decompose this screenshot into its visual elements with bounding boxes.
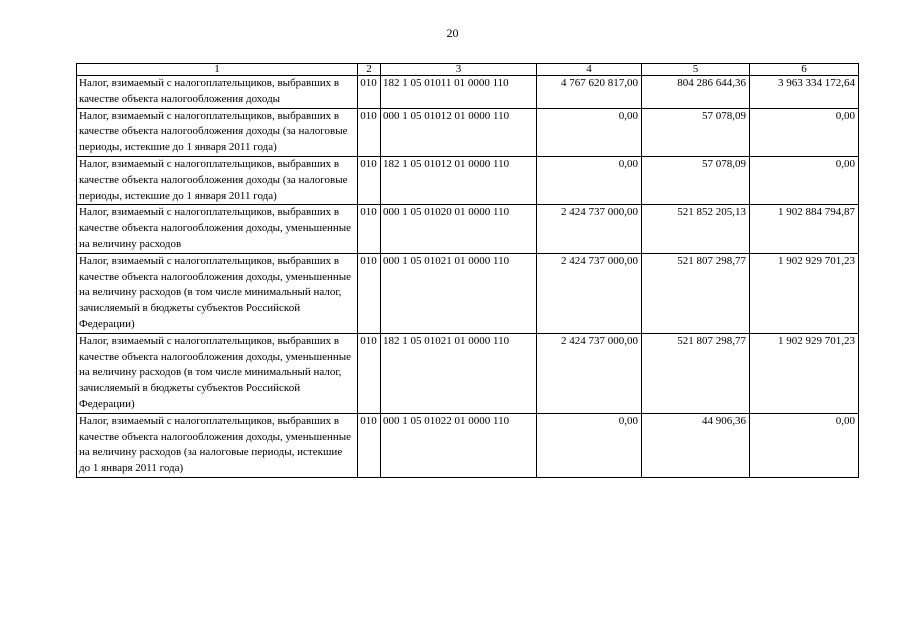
table-row: [77, 156, 859, 204]
income-name-cell: Налог, взимаемый с налогоплательщиков, выбравших в качестве объекта налогообложения доходы, уменьшенные на величину расходов (в том числе минимальный налог, зачисляемый в бюджеты субъектов Российской Федерации): [77, 333, 358, 413]
table-row: [77, 253, 859, 333]
income-name-cell: Налог, взимаемый с налогоплательщиков, выбравших в качестве объекта налогообложения доходы: [77, 76, 358, 109]
column-header: 1: [77, 64, 358, 76]
approved-amount-cell: 4 767 620 817,00: [537, 76, 642, 109]
executed-amount-cell: 521 852 205,13: [642, 205, 750, 253]
approved-amount-cell: 0,00: [537, 156, 642, 204]
remaining-amount-cell: 0,00: [750, 108, 859, 156]
approved-amount-cell: 0,00: [537, 108, 642, 156]
classification-code-cell: 182 1 05 01021 01 0000 110: [381, 333, 537, 413]
classification-code-cell: 000 1 05 01022 01 0000 110: [381, 413, 537, 477]
column-header: 5: [642, 64, 750, 76]
approved-amount-cell: 2 424 737 000,00: [537, 333, 642, 413]
table-row: [77, 205, 859, 253]
remaining-amount-cell: 1 902 884 794,87: [750, 205, 859, 253]
executed-amount-cell: 521 807 298,77: [642, 253, 750, 333]
income-table: [76, 63, 859, 478]
line-code-cell: 010: [358, 156, 381, 204]
page-number: 20: [446, 26, 459, 40]
header-row: [77, 64, 859, 76]
approved-amount-cell: 2 424 737 000,00: [537, 205, 642, 253]
income-name-cell: Налог, взимаемый с налогоплательщиков, выбравших в качестве объекта налогообложения доходы (за налоговые периоды, истекшие до 1 января 2011 года): [77, 156, 358, 204]
line-code-cell: 010: [358, 253, 381, 333]
classification-code-cell: 000 1 05 01020 01 0000 110: [381, 205, 537, 253]
classification-code-cell: 000 1 05 01012 01 0000 110: [381, 108, 537, 156]
remaining-amount-cell: 1 902 929 701,23: [750, 333, 859, 413]
line-code-cell: 010: [358, 76, 381, 109]
classification-code-cell: 000 1 05 01021 01 0000 110: [381, 253, 537, 333]
approved-amount-cell: 0,00: [537, 413, 642, 477]
table-row: [77, 413, 859, 477]
remaining-amount-cell: 0,00: [750, 413, 859, 477]
classification-code-cell: 182 1 05 01011 01 0000 110: [381, 76, 537, 109]
table-row: [77, 333, 859, 413]
column-header: 6: [750, 64, 859, 76]
remaining-amount-cell: 3 963 334 172,64: [750, 76, 859, 109]
approved-amount-cell: 2 424 737 000,00: [537, 253, 642, 333]
column-header: 2: [358, 64, 381, 76]
executed-amount-cell: 57 078,09: [642, 156, 750, 204]
remaining-amount-cell: 0,00: [750, 156, 859, 204]
column-header: 4: [537, 64, 642, 76]
classification-code-cell: 182 1 05 01012 01 0000 110: [381, 156, 537, 204]
executed-amount-cell: 57 078,09: [642, 108, 750, 156]
table-row: [77, 76, 859, 109]
income-name-cell: Налог, взимаемый с налогоплательщиков, выбравших в качестве объекта налогообложения доходы, уменьшенные на величину расходов (в том числе минимальный налог, зачисляемый в бюджеты субъектов Российской Федерации): [77, 253, 358, 333]
remaining-amount-cell: 1 902 929 701,23: [750, 253, 859, 333]
line-code-cell: 010: [358, 413, 381, 477]
line-code-cell: 010: [358, 108, 381, 156]
executed-amount-cell: 44 906,36: [642, 413, 750, 477]
income-name-cell: Налог, взимаемый с налогоплательщиков, выбравших в качестве объекта налогообложения доходы, уменьшенные на величину расходов (за налоговые периоды, истекшие до 1 января 2011 года): [77, 413, 358, 477]
column-header: 3: [381, 64, 537, 76]
line-code-cell: 010: [358, 333, 381, 413]
executed-amount-cell: 521 807 298,77: [642, 333, 750, 413]
line-code-cell: 010: [358, 205, 381, 253]
income-name-cell: Налог, взимаемый с налогоплательщиков, выбравших в качестве объекта налогообложения доходы (за налоговые периоды, истекшие до 1 января 2011 года): [77, 108, 358, 156]
executed-amount-cell: 804 286 644,36: [642, 76, 750, 109]
table-row: [77, 108, 859, 156]
income-name-cell: Налог, взимаемый с налогоплательщиков, выбравших в качестве объекта налогообложения доходы, уменьшенные на величину расходов: [77, 205, 358, 253]
